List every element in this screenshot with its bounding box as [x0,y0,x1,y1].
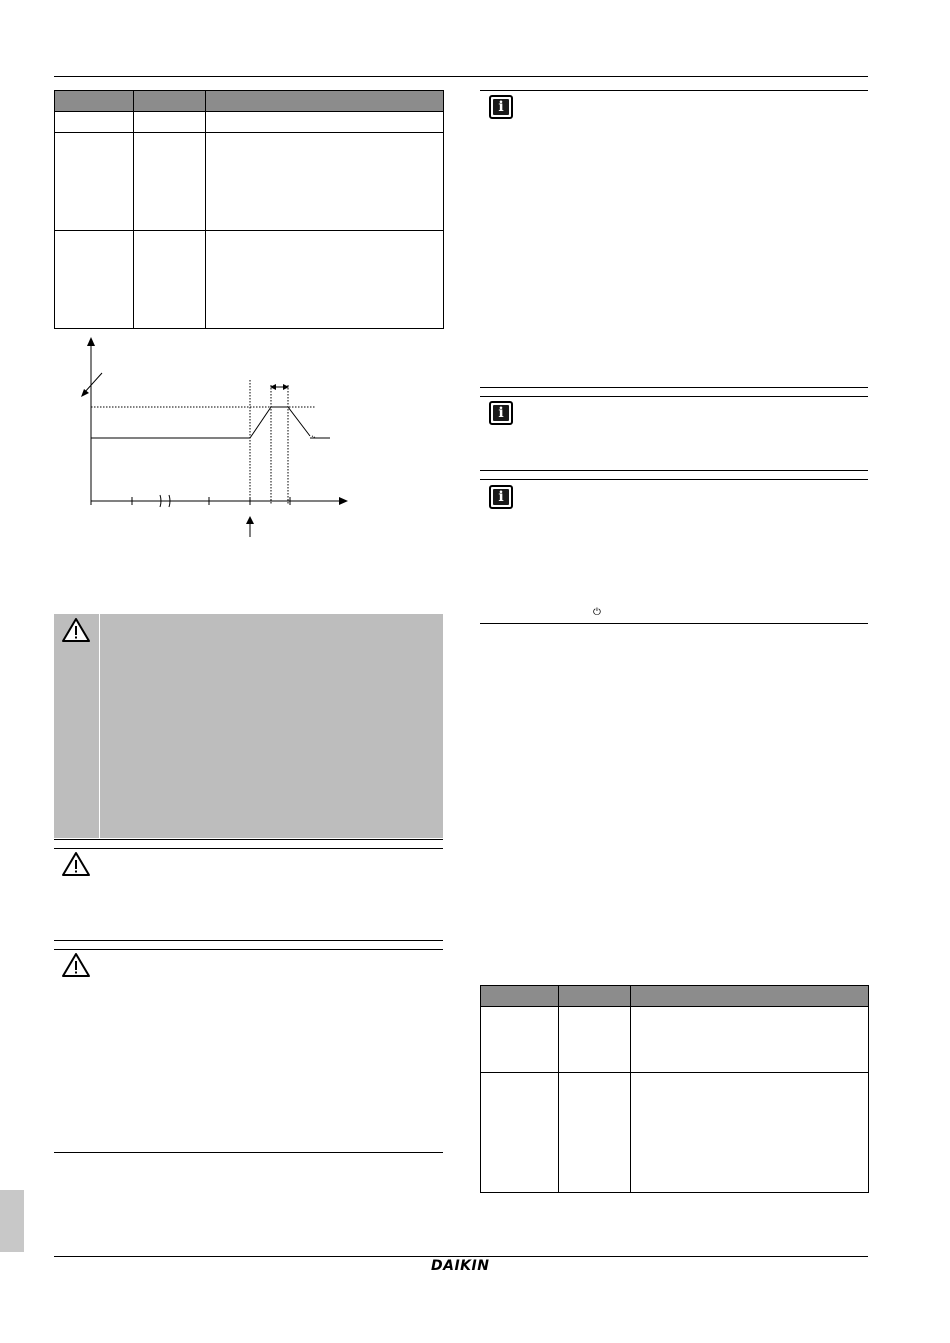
bottom-right-table [480,985,869,1193]
warning-3-bottom-rule [54,1152,443,1153]
chapter-side-tab [0,1190,24,1252]
info-1-bottom-rule [480,387,868,388]
info-icon: i [489,401,513,425]
warning-box-shaded-bottom-rule [54,839,443,840]
table-header-row [481,986,869,1007]
y-axis-arrow [87,337,95,346]
table-row [481,1073,869,1193]
table-row [55,231,444,329]
warning-icon [61,952,91,978]
info-2-top-rule [480,396,868,397]
info-icon: i [489,485,513,509]
warning-box-shaded [54,614,443,838]
warning-box-shaded-divider [99,614,100,838]
x-axis-arrow [339,497,348,505]
timing-diagram [60,335,360,545]
info-3-bottom-rule [480,623,868,624]
warning-3-top-rule [54,949,443,950]
table-header-row [55,91,444,112]
top-left-table [54,90,444,329]
info-2-bottom-rule [480,470,868,471]
signal-curve [250,407,310,438]
table-row [55,133,444,231]
warning-2-bottom-rule [54,940,443,941]
daikin-logo: DAIKIN [431,1258,490,1274]
leader-line [84,373,102,393]
info-3-top-rule [480,479,868,480]
table-row [55,112,444,133]
info-icon: i [489,95,513,119]
warning-2-top-rule [54,848,443,849]
table-row [481,1007,869,1073]
warning-icon [61,851,91,877]
header-rule [54,76,868,77]
power-icon: ⏻ [593,607,601,618]
warning-icon [61,617,91,643]
info-1-top-rule [480,90,868,91]
footer-rule [54,1256,868,1257]
